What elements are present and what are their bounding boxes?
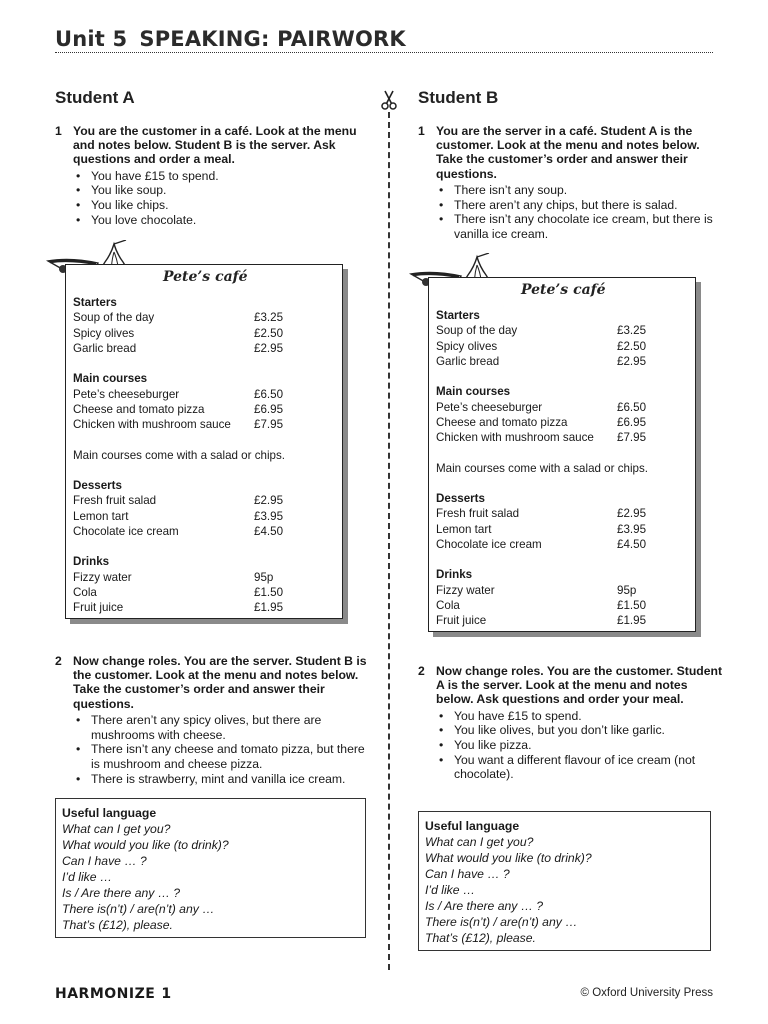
phrase: That’s (£12), please. bbox=[425, 931, 536, 945]
copyright: © Oxford University Press bbox=[580, 987, 713, 999]
phrase: I’d like … bbox=[62, 870, 113, 884]
student-a-task-1 bbox=[55, 124, 373, 227]
item-name: Fruit juice bbox=[436, 614, 487, 627]
useful-language-heading: Useful language bbox=[425, 819, 520, 833]
item-price: £2.50 bbox=[254, 326, 284, 340]
item-price: 95p bbox=[254, 570, 274, 584]
menu-spacer bbox=[436, 369, 648, 384]
item-price: £6.95 bbox=[617, 415, 647, 429]
task-instruction: You are the server in a café. Student A is the customer. Look at the menu and notes below. Take the customer’s order and answer their questions. bbox=[436, 124, 700, 181]
task-number: 1 bbox=[55, 124, 62, 138]
brand-level: 1 bbox=[161, 986, 172, 1002]
item-name: Lemon tart bbox=[73, 509, 129, 523]
note-item: • There isn’t any soup. bbox=[436, 183, 723, 198]
item-price: £2.50 bbox=[617, 339, 647, 353]
menu-item bbox=[436, 583, 648, 598]
student-b-task-2 bbox=[418, 664, 723, 782]
item-name: Fizzy water bbox=[436, 583, 495, 597]
task-instruction: Now change roles. You are the server. Student B is the customer. Look at the menu and notes below. Take the customer’s order and answer their questions. bbox=[73, 654, 367, 711]
task-notes bbox=[436, 709, 723, 783]
phrase: I’d like … bbox=[425, 883, 476, 897]
menu-title: Pete’s café bbox=[163, 269, 248, 285]
menu-spacer bbox=[73, 463, 285, 478]
menu-section-heading: Drinks bbox=[73, 555, 110, 569]
note-item: • You like olives, but you don’t like garlic. bbox=[436, 723, 723, 738]
section-title: SPEAKING: PAIRWORK bbox=[139, 27, 406, 51]
menu-item bbox=[436, 506, 648, 521]
task-notes bbox=[73, 169, 373, 228]
note-item: • There aren’t any spicy olives, but there are mushrooms with cheese. bbox=[73, 713, 373, 742]
note-item: • You want a different flavour of ice cream (not chocolate). bbox=[436, 753, 723, 782]
menu-spacer bbox=[73, 356, 285, 371]
item-name: Soup of the day bbox=[436, 324, 518, 338]
menu-item bbox=[436, 400, 648, 415]
item-price: £6.50 bbox=[254, 387, 284, 401]
menu-item bbox=[436, 613, 648, 628]
item-price: £3.95 bbox=[617, 522, 647, 536]
menu-spacer bbox=[73, 432, 285, 447]
note-item: • There is strawberry, mint and vanilla ice cream. bbox=[73, 772, 373, 787]
menu-item bbox=[436, 430, 648, 445]
item-price: £1.95 bbox=[617, 614, 647, 627]
menu-card-b bbox=[428, 277, 696, 632]
item-price: £1.50 bbox=[617, 598, 647, 612]
note-item: • There isn’t any cheese and tomato pizza, but there is mushroom and cheese pizza. bbox=[73, 742, 373, 771]
menu-item bbox=[73, 570, 285, 585]
item-name: Spicy olives bbox=[436, 339, 498, 353]
item-price: £1.95 bbox=[254, 601, 284, 614]
phrase: Can I have … ? bbox=[62, 854, 147, 868]
phrase: That’s (£12), please. bbox=[62, 918, 173, 932]
page-title bbox=[55, 27, 406, 51]
menu-note: Main courses come with a salad or chips. bbox=[436, 461, 648, 475]
phrase: There is(n’t) / are(n’t) any … bbox=[62, 902, 215, 916]
note-item: • You have £15 to spend. bbox=[73, 169, 373, 184]
item-name: Spicy olives bbox=[73, 326, 135, 340]
menu-item bbox=[436, 598, 648, 613]
menu-section-heading: Starters bbox=[73, 296, 117, 309]
item-price: £7.95 bbox=[617, 431, 647, 444]
item-name: Fizzy water bbox=[73, 570, 132, 584]
useful-language-heading: Useful language bbox=[62, 806, 157, 820]
cut-line bbox=[388, 112, 390, 970]
menu-item bbox=[73, 509, 285, 524]
note-item: • You have £15 to spend. bbox=[436, 709, 723, 724]
item-price: £6.50 bbox=[617, 400, 647, 414]
item-price: £2.95 bbox=[617, 507, 647, 521]
footer-brand bbox=[55, 986, 172, 1002]
brand-name: HARMONIZE bbox=[55, 986, 156, 1002]
item-name: Lemon tart bbox=[436, 522, 492, 536]
menu-section-heading: Main courses bbox=[73, 372, 148, 386]
note-item: • You like chips. bbox=[73, 198, 373, 213]
item-price: £2.95 bbox=[254, 341, 284, 355]
menu-item bbox=[73, 387, 285, 402]
item-name: Chicken with mushroom sauce bbox=[73, 418, 231, 431]
note-item: • You like pizza. bbox=[436, 738, 723, 753]
item-name: Cola bbox=[436, 598, 460, 612]
menu-title: Pete’s café bbox=[521, 282, 606, 298]
phrase: Can I have … ? bbox=[425, 867, 510, 881]
item-price: £7.95 bbox=[254, 418, 284, 431]
menu-item bbox=[436, 537, 648, 552]
menu-item bbox=[436, 323, 648, 338]
menu-item bbox=[73, 402, 285, 417]
menu-section-heading: Main courses bbox=[436, 385, 511, 399]
phrase: What would you like (to drink)? bbox=[62, 838, 229, 852]
note-item: • There isn’t any chocolate ice cream, but there is vanilla ice cream. bbox=[436, 212, 723, 241]
useful-language-box-a bbox=[55, 798, 366, 938]
menu-spacer bbox=[436, 476, 648, 491]
task-number: 1 bbox=[418, 124, 425, 138]
menu-items bbox=[436, 308, 648, 628]
item-name: Fruit juice bbox=[73, 601, 124, 614]
phrase: Is / Are there any … ? bbox=[62, 886, 181, 900]
item-price: £6.95 bbox=[254, 402, 284, 416]
item-name: Chocolate ice cream bbox=[436, 537, 542, 551]
item-name: Cola bbox=[73, 585, 97, 599]
task-number: 2 bbox=[55, 654, 62, 668]
menu-item bbox=[73, 585, 285, 600]
item-price: £2.95 bbox=[617, 354, 647, 368]
task-number: 2 bbox=[418, 664, 425, 678]
menu-items bbox=[73, 295, 285, 615]
menu-item bbox=[73, 417, 285, 432]
student-a-task-2 bbox=[55, 654, 373, 786]
item-price: £3.95 bbox=[254, 509, 284, 523]
menu-item bbox=[73, 524, 285, 539]
phrase: There is(n’t) / are(n’t) any … bbox=[425, 915, 578, 929]
phrase: What would you like (to drink)? bbox=[425, 851, 592, 865]
menu-section-heading: Desserts bbox=[73, 479, 122, 492]
task-notes bbox=[436, 183, 723, 242]
menu-spacer bbox=[73, 539, 285, 554]
item-price: £4.50 bbox=[254, 524, 284, 538]
item-price: £2.95 bbox=[254, 494, 284, 508]
note-item: • There aren’t any chips, but there is salad. bbox=[436, 198, 723, 213]
task-instruction: Now change roles. You are the customer. Student A is the server. Look at the menu and notes below. Ask questions and order your meal. bbox=[436, 664, 723, 707]
menu-item bbox=[436, 354, 648, 369]
item-price: £1.50 bbox=[254, 585, 284, 599]
scissors-icon bbox=[378, 89, 400, 111]
menu-item bbox=[436, 522, 648, 537]
menu-section-heading: Desserts bbox=[436, 492, 485, 505]
phrase: Is / Are there any … ? bbox=[425, 899, 544, 913]
phrase: What can I get you? bbox=[62, 822, 171, 836]
item-name: Fresh fruit salad bbox=[436, 507, 520, 521]
menu-card-a bbox=[65, 264, 343, 619]
useful-language-box-b bbox=[418, 811, 711, 951]
menu-spacer bbox=[436, 552, 648, 567]
task-notes bbox=[73, 713, 373, 787]
task-instruction: You are the customer in a café. Look at the menu and notes below. Student B is the server. Ask questions and order a meal. bbox=[73, 124, 357, 167]
item-name: Pete’s cheeseburger bbox=[73, 387, 180, 401]
item-price: £3.25 bbox=[617, 324, 647, 338]
item-name: Chicken with mushroom sauce bbox=[436, 431, 594, 444]
menu-item bbox=[436, 339, 648, 354]
menu-section-heading: Starters bbox=[436, 309, 480, 322]
menu-item bbox=[73, 310, 285, 325]
item-name: Cheese and tomato pizza bbox=[436, 415, 568, 429]
unit-label: Unit 5 bbox=[55, 27, 128, 51]
item-name: Pete’s cheeseburger bbox=[436, 400, 543, 414]
menu-item bbox=[73, 326, 285, 341]
item-name: Garlic bread bbox=[73, 341, 137, 355]
menu-note: Main courses come with a salad or chips. bbox=[73, 448, 285, 462]
item-name: Garlic bread bbox=[436, 354, 500, 368]
student-a-heading: Student A bbox=[55, 88, 135, 107]
note-item: • You love chocolate. bbox=[73, 213, 373, 228]
phrase: What can I get you? bbox=[425, 835, 534, 849]
item-name: Fresh fruit salad bbox=[73, 494, 157, 508]
title-divider bbox=[55, 52, 713, 53]
menu-section-heading: Drinks bbox=[436, 568, 473, 582]
item-name: Soup of the day bbox=[73, 311, 155, 325]
menu-item bbox=[73, 493, 285, 508]
item-price: £3.25 bbox=[254, 311, 284, 325]
item-price: 95p bbox=[617, 583, 637, 597]
student-b-heading: Student B bbox=[418, 88, 499, 107]
item-name: Chocolate ice cream bbox=[73, 524, 179, 538]
menu-item bbox=[73, 341, 285, 356]
menu-item bbox=[73, 600, 285, 615]
student-b-task-1 bbox=[418, 124, 723, 242]
item-price: £4.50 bbox=[617, 537, 647, 551]
menu-spacer bbox=[436, 445, 648, 460]
note-item: • You like soup. bbox=[73, 183, 373, 198]
item-name: Cheese and tomato pizza bbox=[73, 402, 205, 416]
menu-item bbox=[436, 415, 648, 430]
